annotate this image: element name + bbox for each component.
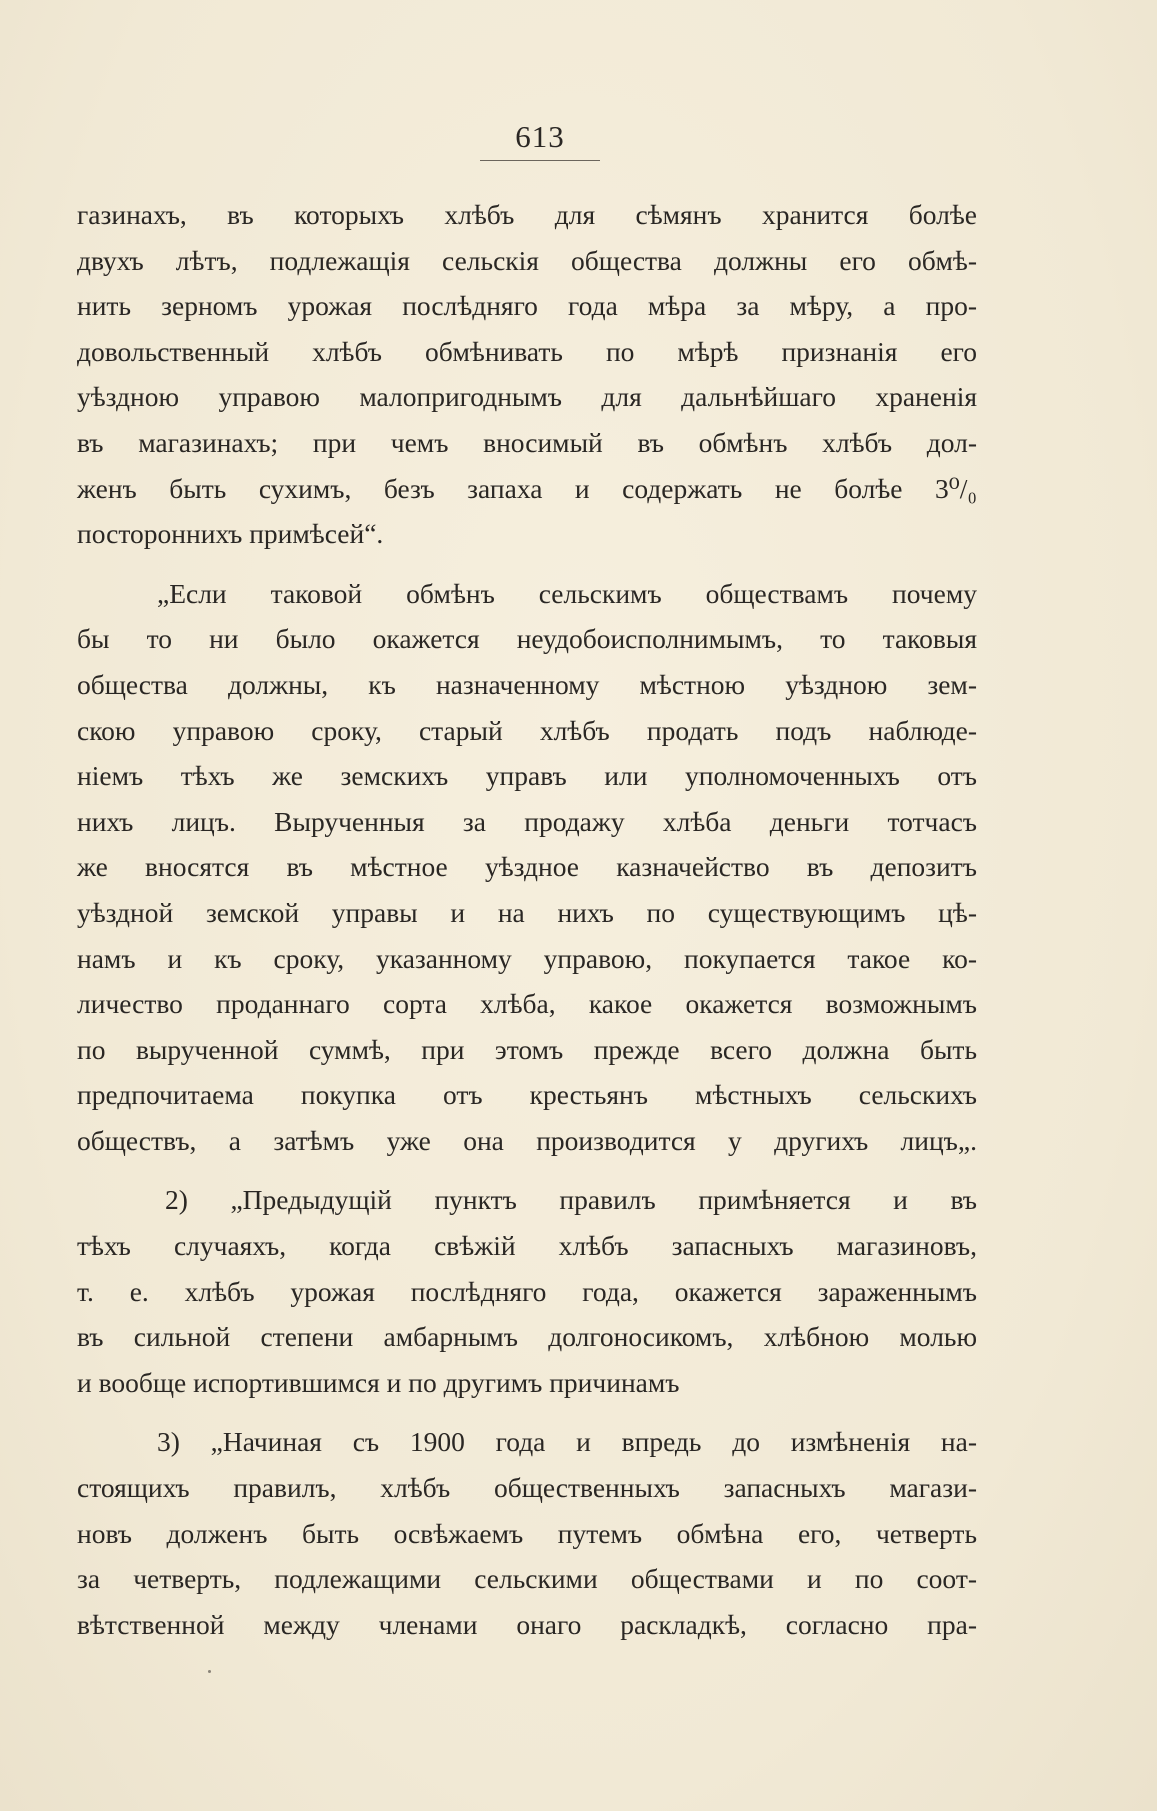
paragraph [77,1177,977,1405]
text-line: 3) „Начиная съ 1900 года и впредь до измѣненія на- [157,1426,977,1458]
text-line: нихъ лицъ. Вырученныя за продажу хлѣба деньги тотчасъ [77,805,977,837]
text-line: личество проданнаго сорта хлѣба, какое окажется возможнымъ [77,988,977,1020]
text-line: новъ долженъ быть освѣжаемъ путемъ обмѣна его, четверть [77,1517,977,1549]
paragraph [77,571,977,1164]
text-line: газинахъ, въ которыхъ хлѣбъ для сѣмянъ хранится болѣе [77,199,977,230]
text-line: женъ быть сухимъ, безъ запаха и содержать не болѣе 3⁰/₀ [77,472,977,504]
text-line: уѣздной земской управы и на нихъ по существующимъ цѣ- [77,896,977,928]
text-line: нить зерномъ урожая послѣдняго года мѣра за мѣру, а про- [77,290,977,322]
text-line: обществъ, а затѣмъ уже она производится у другихъ лицъ„. [77,1124,977,1156]
text-line: тѣхъ случаяхъ, когда свѣжій хлѣбъ запасныхъ магазиновъ, [77,1230,977,1262]
text-line: довольственный хлѣбъ обмѣнивать по мѣрѣ признанія его [77,335,977,367]
text-line: скою управою сроку, старый хлѣбъ продать подъ наблюде- [77,714,977,746]
page-number: 613 [515,119,565,154]
text-line: и вообще испортившимся и по другимъ причинамъ [77,1366,680,1398]
paragraph [77,192,977,557]
body-text [77,192,977,1647]
text-line: по вырученной суммѣ, при этомъ прежде всего должна быть [77,1033,977,1065]
text-line: постороннихъ примѣсей“. [77,518,384,550]
text-line: въ магазинахъ; при чемъ вносимый въ обмѣнъ хлѣбъ дол- [77,426,977,458]
text-line: въ сильной степени амбарнымъ долгоносикомъ, хлѣбною молью [77,1321,977,1353]
print-speck [208,1670,211,1673]
text-line: уѣздною управою малопригоднымъ для дальнѣйшаго храненія [77,381,977,413]
page-header [480,118,600,161]
text-line: общества должны, къ назначенному мѣстною уѣздною зем- [77,668,977,700]
text-line: двухъ лѣтъ, подлежащія сельскія общества должны его обмѣ- [77,244,977,276]
text-line: за четверть, подлежащими сельскими обществами и по соот- [77,1563,977,1595]
paragraph [77,1419,977,1647]
header-rule [480,160,600,161]
text-line: 2) „Предыдущій пунктъ правилъ примѣняется и въ [165,1184,977,1216]
text-line: намъ и къ сроку, указанному управою, покупается такое ко- [77,942,977,974]
text-line: бы то ни было окажется неудобоисполнимымъ, то таковыя [77,623,977,655]
text-line: предпочитаема покупка отъ крестьянъ мѣстныхъ сельскихъ [77,1079,977,1111]
text-line: т. е. хлѣбъ урожая послѣдняго года, окажется зараженнымъ [77,1275,977,1307]
text-line: же вносятся въ мѣстное уѣздное казначейство въ депозитъ [77,851,977,883]
text-line: ніемъ тѣхъ же земскихъ управъ или уполномоченныхъ отъ [77,760,977,792]
text-line: стоящихъ правилъ, хлѣбъ общественныхъ запасныхъ магази- [77,1472,977,1504]
text-line: „Если таковой обмѣнъ сельскимъ обществамъ почему [157,577,977,609]
text-line: вѣтственной между членами онаго раскладкѣ, согласно пра- [77,1608,977,1640]
